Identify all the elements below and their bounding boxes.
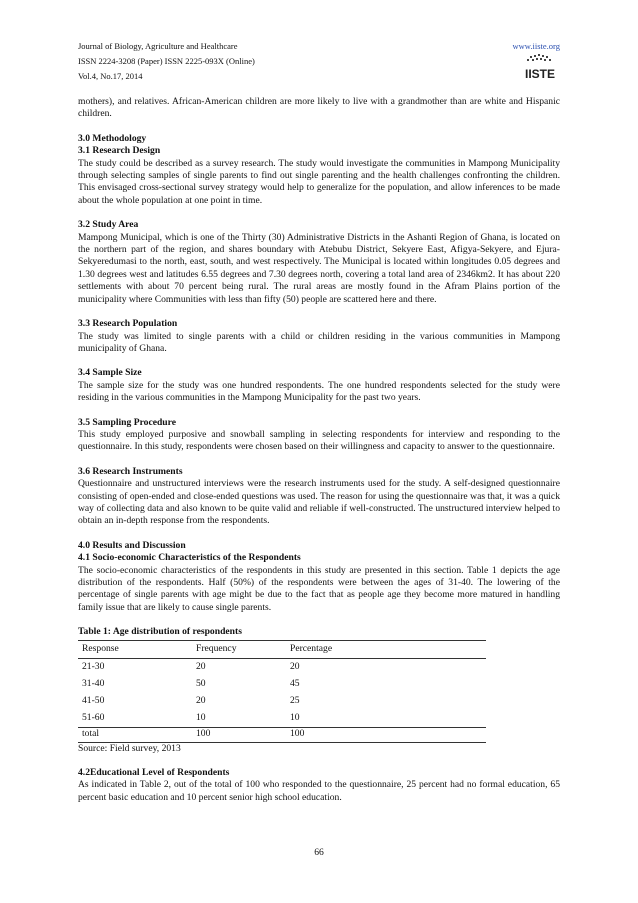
- table-row: [78, 658, 486, 676]
- section-heading-educational-level: 4.2Educational Level of Respondents: [78, 767, 230, 779]
- age-distribution-table: [78, 640, 486, 743]
- table-row: [78, 693, 486, 710]
- cell-percentage: 10: [290, 711, 300, 723]
- cell-percentage: 20: [290, 660, 300, 672]
- cell-percentage: 25: [290, 694, 300, 706]
- section-heading-sample-size: 3.4 Sample Size: [78, 367, 142, 379]
- cell-frequency: 10: [196, 711, 206, 723]
- journal-url-link[interactable]: www.iiste.org: [512, 41, 560, 51]
- cell-response: 51-60: [82, 711, 105, 723]
- logo-wordmark: IISTE: [524, 67, 556, 81]
- header-frequency: Frequency: [192, 640, 286, 658]
- study-area-paragraph: Mampong Municipal, which is one of the Thirty (30) Administrative Districts in the Ashanti Region of Ghana, is located on the northern part of the region, and shares boundary with Atebubu District, Sekyere East, Afigya-Sekyere, and Ejura-Sekyeredumasi to the north, east, south, and west respectively. The Municipal is located within longitudes 0.05 degrees and 1.30 degrees west and latitudes 6.55 degrees and 7.30 degrees north, covering a total land area of 2346km2. It has about 220 settlements with about 70 percent being rural. The rural areas are mostly found in the Afram Plains portion of the municipality where Communities with less than fifty (50) people are scattered here and there.: [78, 231, 560, 305]
- cell-frequency: 20: [196, 660, 206, 672]
- issn-line: ISSN 2224-3208 (Paper) ISSN 2225-093X (Online): [78, 56, 255, 66]
- cell-total-percentage: 100: [286, 727, 486, 742]
- header-percentage: Percentage: [286, 640, 486, 658]
- section-heading-research-instruments: 3.6 Research Instruments: [78, 465, 183, 477]
- section-heading-study-area: 3.2 Study Area: [78, 219, 139, 231]
- cell-frequency: 50: [196, 677, 206, 689]
- cell-response: 31-40: [82, 677, 105, 689]
- cell-frequency: 20: [196, 694, 206, 706]
- section-heading-methodology: 3.0 Methodology: [78, 132, 147, 144]
- section-heading-sampling-procedure: 3.5 Sampling Procedure: [78, 416, 176, 428]
- page-body: [78, 96, 560, 804]
- section-heading-research-design: 3.1 Research Design: [78, 145, 161, 157]
- section-heading-results: 4.0 Results and Discussion: [78, 539, 186, 551]
- socioeconomic-paragraph: The socio-economic characteristics of the respondents in this study are presented in this section. Table 1 depicts the age distribution of the respondents. Half (50%) of the respondents were between the ages of 31-40. The lowering of the percentage of single parents with age might be due to the fact that as people age they become more matured in handling family issue that are likely to cause single parents.: [78, 564, 560, 613]
- sample-size-paragraph: The sample size for the study was one hundred respondents. The one hundred respondents selected for the study were residing in the various communities in the Mampong Municipality for the past two years.: [78, 379, 560, 404]
- table-source-note: Source: Field survey, 2013: [78, 742, 181, 754]
- cell-response: 41-50: [82, 694, 105, 706]
- research-instruments-paragraph: Questionnaire and unstructured interviews were the research instruments used for the study. A self-designed questionnaire consisting of open-ended and close-ended questions was used. The reason for using the questionnaire was that, it was a quick way of collecting data and also known to be quite valid and reliable if well-constructed. The unstructured interview helped to obtain an in-depth response from the respondents.: [78, 478, 560, 527]
- educational-level-paragraph: As indicated in Table 2, out of the total of 100 who responded to the questionnaire, 25 percent had no formal education, 65 percent basic education and 10 percent senior high school education.: [78, 779, 560, 803]
- research-design-paragraph: The study could be described as a survey research. The study would investigate the communities in Mampong Municipality through selecting samples of single parents to find out single parenting and the health challenges confronting the children. This envisaged cross-sectional survey strategy would help to generalize for the population, and allow inferences to be made about the whole population at one point in time.: [78, 157, 560, 206]
- table-caption: Table 1: Age distribution of respondents: [78, 626, 242, 638]
- table-header-row: [78, 640, 486, 658]
- cell-response: 21-30: [82, 660, 105, 672]
- table-row: [78, 676, 486, 693]
- cell-total-frequency: 100: [192, 727, 286, 742]
- table-total-row: [78, 727, 486, 742]
- section-heading-research-population: 3.3 Research Population: [78, 318, 178, 330]
- cell-total-label: total: [78, 727, 192, 742]
- section-heading-socioeconomic: 4.1 Socio-economic Characteristics of the Respondents: [78, 552, 301, 564]
- journal-name: Journal of Biology, Agriculture and Healthcare: [78, 41, 238, 51]
- research-population-paragraph: The study was limited to single parents with a child or children residing in the various communities in Mampong municipality of Ghana.: [78, 330, 560, 354]
- iiste-logo: [518, 54, 562, 84]
- page-number: 66: [314, 847, 324, 858]
- header-response: Response: [78, 640, 192, 658]
- table-row: [78, 710, 486, 728]
- intro-paragraph: mothers), and relatives. African-American children are more likely to live with a grandmother than are white and Hispanic children.: [78, 96, 560, 120]
- sampling-procedure-paragraph: This study employed purposive and snowball sampling in selecting respondents for interview and responding to the questionnaire. In this study, respondents were chosen based on their willingness and capacity to answer to the questionnaire.: [78, 428, 560, 453]
- volume-line: Vol.4, No.17, 2014: [78, 71, 143, 81]
- cell-percentage: 45: [290, 677, 300, 689]
